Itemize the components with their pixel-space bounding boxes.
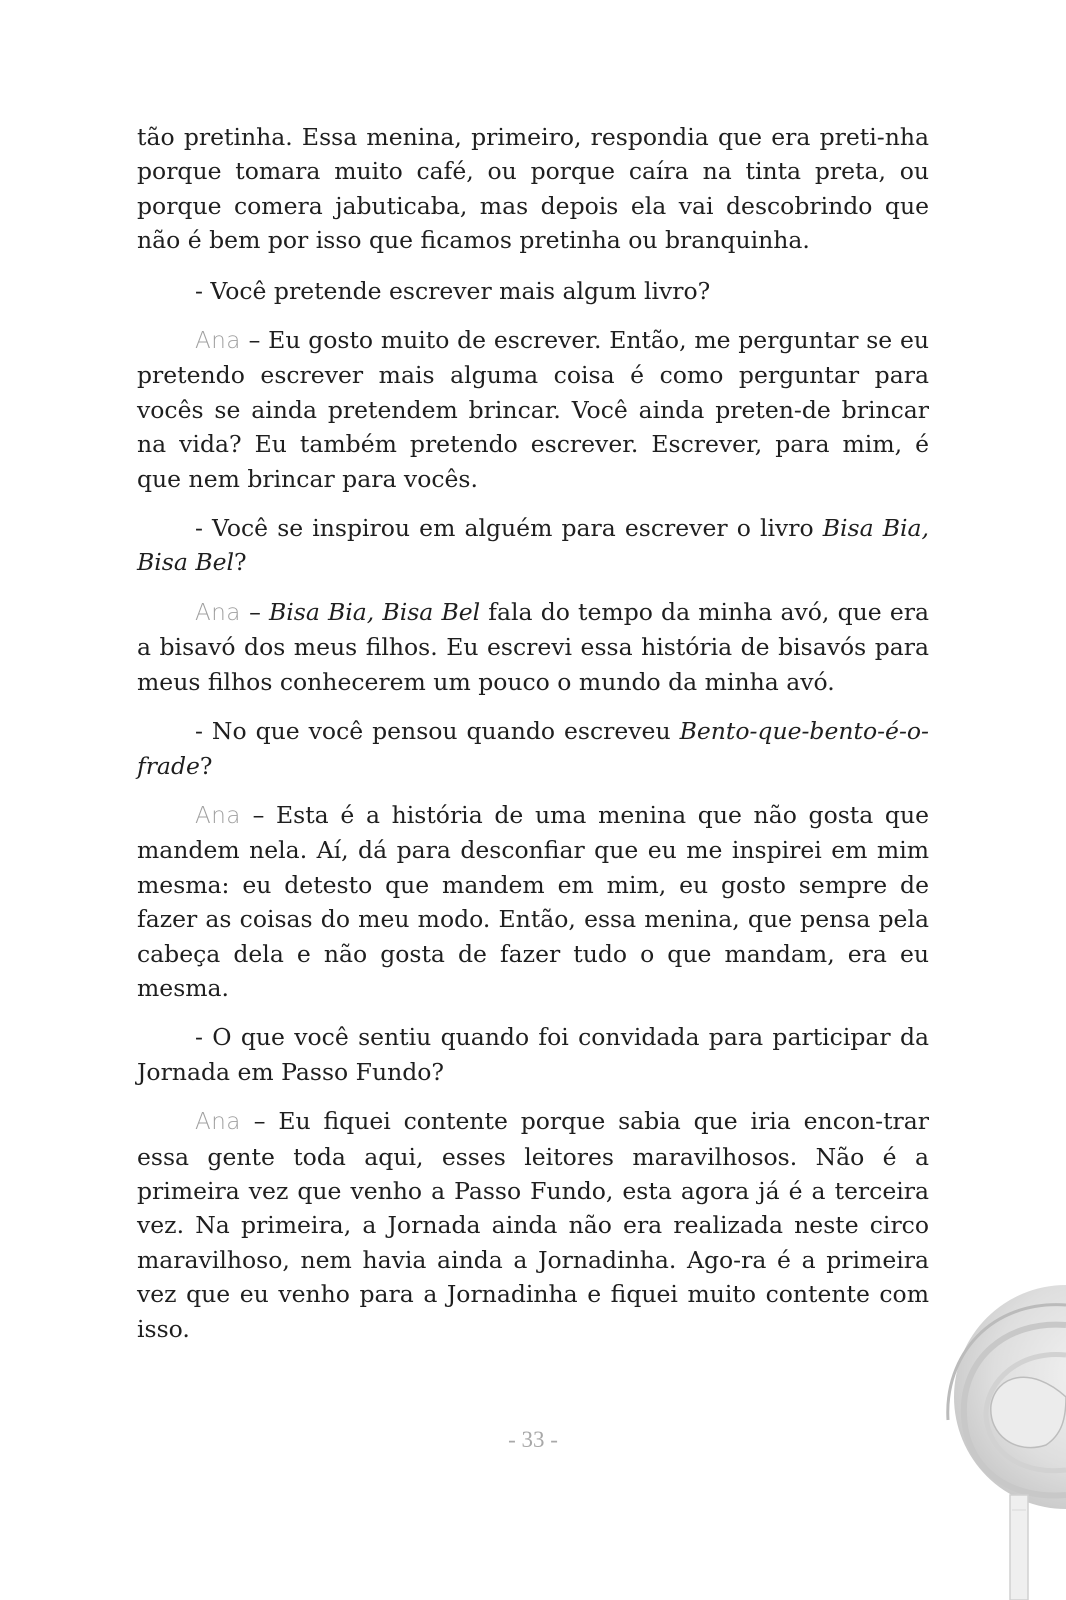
answer-paragraph [137, 1104, 929, 1346]
question-text: - Você se inspirou em alguém para escrever o livro [195, 514, 823, 543]
speaker-label: Ana [195, 1109, 241, 1136]
interview-text [137, 120, 929, 1361]
answer-text: – Eu gosto muito de escrever. Então, me perguntar se eu pretendo escrever mais alguma coisa é como perguntar para vocês se ainda pretendem brincar. Você ainda preten-de brincar na vida? Eu também pretendo escrever. Escrever, para mim, é que nem brincar para vocês. [137, 326, 929, 493]
speaker-label: Ana [195, 328, 241, 355]
speaker-label: Ana [195, 599, 241, 626]
speaker-label: Ana [195, 802, 241, 829]
answer-paragraph [137, 595, 929, 699]
answer-text: – Eu fiquei contente porque sabia que iria encon-trar essa gente toda aqui, esses leitores maravilhosos. Não é a primeira vez que venho a Passo Fundo, esta agora já é a terceira vez. Na primeira, a Jornada ainda não era realizada neste circo maravilhoso, nem havia ainda a Jornadinha. Ago-ra é a primeira vez que eu venho para a Jornadinha e fiquei muito contente com isso. [137, 1107, 929, 1343]
question-text: ? [199, 751, 213, 780]
question-text: - No que você pensou quando escreveu [195, 717, 680, 746]
question-paragraph [137, 1020, 929, 1089]
paragraph-intro [137, 120, 929, 258]
question-paragraph [137, 511, 929, 580]
lollipop-icon [936, 1285, 1066, 1600]
answer-text: fala do tempo da minha avó, que era a bisavó dos meus filhos. Eu escrevi essa história de bisavós para meus filhos conhecerem um pouco o mundo da minha avó. [137, 597, 929, 696]
question-text: - O que você sentiu quando foi convidada para participar da Jornada em Passo Fundo? [137, 1023, 929, 1086]
question-paragraph [137, 714, 929, 783]
book-title: Bento-que-bento-é-o-frade [137, 717, 929, 780]
question-paragraph [137, 274, 929, 308]
text-segment: tão pretinha. Essa menina, primeiro, respondia que era preti-nha porque tomara muito café, ou porque caíra na tinta preta, ou porque comera jabuticaba, mas depois ela vai descobrindo que não é bem por isso que ficamos pretinha ou branquinha. [137, 123, 929, 255]
answer-paragraph [137, 323, 929, 496]
answer-paragraph [137, 798, 929, 1005]
page-number: - 33 - [508, 1427, 558, 1452]
answer-text: – Esta é a história de uma menina que não gosta que mandem nela. Aí, dá para desconfiar que eu me inspirei em mim mesma: eu detesto que mandem em mim, eu gosto sempre de fazer as coisas do meu modo. Então, essa menina, que pensa pela cabeça dela e não gosta de fazer tudo o que mandam, era eu mesma. [137, 800, 929, 1002]
book-title: Bisa Bia, Bisa Bel [268, 597, 481, 626]
book-title: Bisa Bia, Bisa Bel [137, 514, 929, 577]
answer-text: – [240, 597, 269, 626]
question-text: ? [234, 548, 247, 577]
question-text: - Você pretende escrever mais algum livro? [195, 276, 711, 305]
